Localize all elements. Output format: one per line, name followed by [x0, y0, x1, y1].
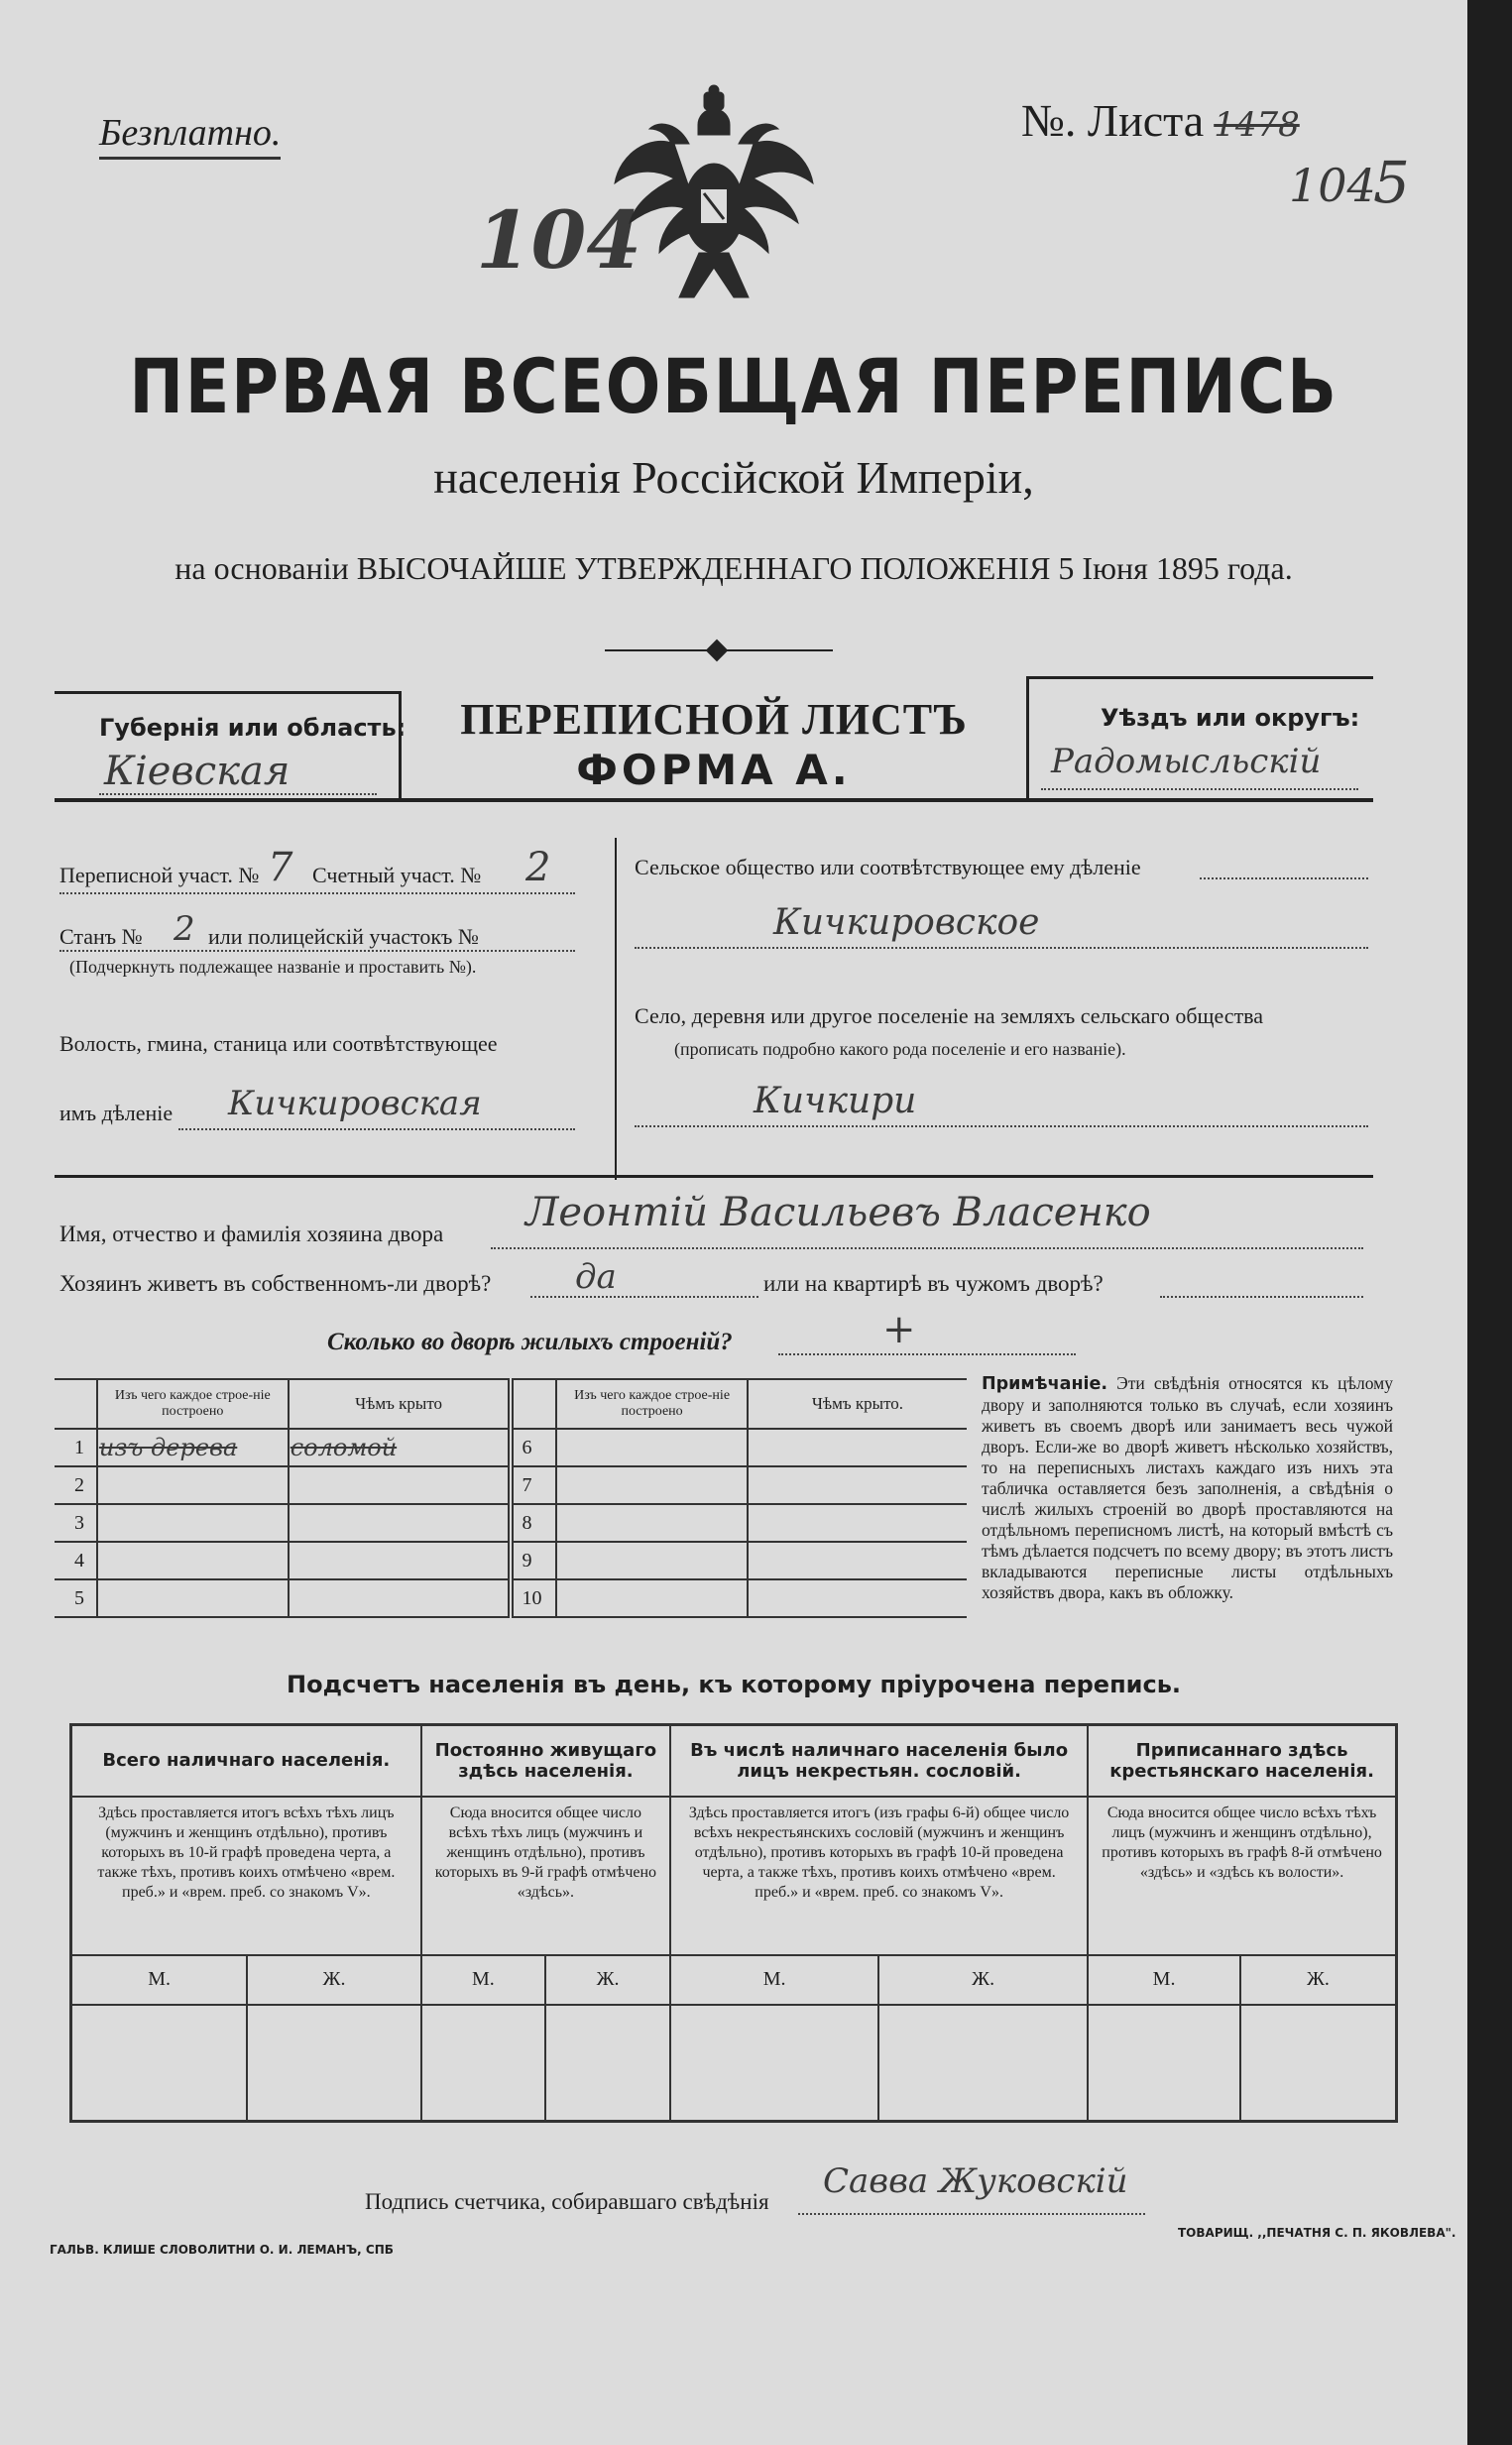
imperial-eagle-icon — [605, 84, 823, 322]
subtitle: населенія Россійской Имперіи, — [433, 452, 1034, 503]
m-label: М. — [1088, 1955, 1240, 2005]
row-roof: соломой — [289, 1429, 512, 1466]
rule — [55, 1175, 1373, 1178]
summary-table — [69, 1723, 1398, 2123]
rule — [615, 838, 617, 1180]
footer-right: ТОВАРИЩ. ,,ПЕЧАТНЯ С. П. ЯКОВЛЕВА". — [1178, 2226, 1456, 2240]
free-label: Безплатно. — [99, 111, 281, 160]
rule — [635, 947, 1368, 949]
village-note: (прописать подробно какого рода поселеніе и его названіе). — [674, 1039, 1126, 1059]
zh-label: Ж. — [1240, 1955, 1397, 2005]
rule — [778, 1353, 1076, 1355]
stan-note: (Подчеркнуть подлежащее названіе и проставить №). — [69, 957, 477, 977]
value-cell — [545, 2005, 670, 2122]
row-roof — [748, 1504, 967, 1542]
summary-title: Подсчетъ населенія въ день, къ которому пріурочена перепись. — [287, 1671, 1181, 1698]
rule — [798, 2213, 1145, 2215]
rule — [1160, 1296, 1363, 1298]
value-cell — [878, 2005, 1088, 2122]
margin-number: 5 — [1373, 149, 1410, 216]
row-number: 4 — [55, 1542, 97, 1579]
row-number: 2 — [55, 1466, 97, 1504]
table-row — [55, 1542, 967, 1579]
gubernia-label: Губернія или область: — [99, 714, 407, 742]
rule — [635, 1125, 1368, 1127]
rule — [491, 1247, 1363, 1249]
gubernia-value: Кіевская — [104, 749, 291, 794]
zh-label: Ж. — [247, 1955, 420, 2005]
row-material — [556, 1542, 748, 1579]
rule — [55, 798, 1373, 802]
volost-label-1: Волость, гмина, станица или соотвѣтствующее — [59, 1031, 498, 1056]
note-block — [982, 1373, 1393, 1603]
table-row — [55, 1429, 967, 1466]
society-label: Сельское общество или соотвѣтствующее ему дѣленіе — [635, 855, 1141, 879]
row-material — [556, 1579, 748, 1617]
table-row — [55, 1504, 967, 1542]
row-roof — [748, 1466, 967, 1504]
row-number: 10 — [511, 1579, 556, 1617]
note-text: Эти свѣдѣнія относятся къ цѣлому двору и заполняются только въ случаѣ, если хозяинъ живетъ въ своемъ дворѣ или занимаетъ весь чужой дворъ. Если-же во дворѣ живетъ нѣсколько хозяйствъ, то на переписныхъ листахъ каждаго изъ нихъ эта табличка оставляется безъ заполненія, а свѣдѣнія о числѣ жилыхъ строеній во дворѣ проставляются на отдѣльномъ переписномъ листѣ, на который вмѣстѣ съ тѣмъ дѣлается подсчетъ по всему двору; въ этотъ листъ вкладываются переписные листы отдѣльныхъ хозяйствъ двора, какъ въ обложку. — [982, 1373, 1394, 1602]
value-cell — [247, 2005, 420, 2122]
summary-mz-row — [71, 1955, 1397, 2005]
census-district-value: 7 — [268, 845, 293, 890]
zh-label: Ж. — [878, 1955, 1088, 2005]
sheet-number-label: №. Листа — [1021, 95, 1205, 146]
row-number: 7 — [511, 1466, 556, 1504]
owner-name-value: Леонтій Васильевъ Власенко — [525, 1190, 1151, 1235]
row-material — [556, 1429, 748, 1466]
rule — [530, 1296, 758, 1298]
summary-desc-permanent: Сюда вносится общее число всѣхъ тѣхъ лицъ (мужчинъ и женщинъ отдѣльно), противъ которыхъ въ 9-й графѣ отмѣчено «здѣсь». — [421, 1797, 670, 1955]
row-material — [97, 1466, 289, 1504]
sheet-number-value: 104 — [1289, 159, 1376, 212]
no-header — [55, 1379, 97, 1429]
row-material — [97, 1504, 289, 1542]
material-header: Изъ чего каждое строе-ніе построено — [97, 1379, 289, 1429]
value-cell — [421, 2005, 545, 2122]
summary-head-peasant: Приписаннаго здѣсь крестьянскаго населенія. — [1088, 1725, 1396, 1797]
row-number: 5 — [55, 1579, 97, 1617]
buildings-value: + — [882, 1307, 916, 1352]
village-label: Село, деревня или другое поселеніе на земляхъ сельскаго общества — [635, 1003, 1264, 1028]
row-number: 3 — [55, 1504, 97, 1542]
roof-header: Чѣмъ крыто — [289, 1379, 512, 1429]
own-yard-value: да — [575, 1257, 617, 1297]
row-material — [97, 1542, 289, 1579]
table-row — [55, 1466, 967, 1504]
rule — [99, 793, 377, 795]
summary-desc-nonpeasant: Здѣсь проставляется итогъ (изъ графы 6-й) общее число всѣхъ некрестьянскихъ сословій (мужчинъ и женщинъ отдѣльно), противъ которыхъ въ графѣ 10-й проведена черта, а также тѣхъ, противъ коихъ отмѣчено «врем. преб.» и «врем. преб. со знакомъ V». — [670, 1797, 1088, 1955]
rule — [178, 1128, 575, 1130]
row-roof — [748, 1429, 967, 1466]
table-row — [55, 1579, 967, 1617]
m-label: М. — [421, 1955, 545, 2005]
value-cell — [1088, 2005, 1240, 2122]
village-value: Кичкири — [754, 1081, 917, 1121]
footer-left: ГАЛЬВ. КЛИШЕ СЛОВОЛИТНИ О. И. ЛЕМАНЪ, СПБ — [50, 2243, 394, 2257]
value-cell — [1240, 2005, 1397, 2122]
form-name: ФОРМА А. — [576, 746, 852, 794]
stan-value: 2 — [174, 909, 195, 949]
row-material — [556, 1466, 748, 1504]
summary-values-row — [71, 2005, 1397, 2122]
no-header-right — [511, 1379, 556, 1429]
roof-header-right: Чѣмъ крыто. — [748, 1379, 967, 1429]
summary-desc-peasant: Сюда вносится общее число всѣхъ тѣхъ лицъ (мужчинъ и женщинъ отдѣльно), противъ которыхъ въ графѣ 8-й отмѣчено «здѣсь» и «здѣсь къ волости». — [1088, 1797, 1396, 1955]
rule — [59, 950, 575, 952]
buildings-label: Сколько во дворѣ жилыхъ строеній? — [327, 1329, 733, 1355]
value-cell — [71, 2005, 248, 2122]
police-label: или полицейскій участокъ № — [208, 924, 479, 949]
row-roof — [289, 1542, 512, 1579]
row-material — [556, 1504, 748, 1542]
main-title: ПЕРВАЯ ВСЕОБЩАЯ ПЕРЕПИСЬ — [129, 342, 1338, 430]
material-header-right: Изъ чего каждое строе-ніе построено — [556, 1379, 748, 1429]
rule — [1026, 676, 1373, 679]
sheet-number-box — [1021, 94, 1300, 147]
count-district-label: Счетный участ. № — [312, 863, 482, 887]
count-district-value: 2 — [525, 845, 551, 890]
value-cell — [670, 2005, 878, 2122]
basis-line: на основаніи ВЫСОЧАЙШЕ УТВЕРЖДЕННАГО ПОЛОЖЕНІЯ 5 Іюня 1895 года. — [174, 550, 1293, 586]
uezd-label: Уѣздъ или округъ: — [1101, 704, 1360, 732]
row-material: изъ дерева — [97, 1429, 289, 1466]
summary-head-total: Всего наличнаго населенія. — [71, 1725, 421, 1797]
row-number: 6 — [511, 1429, 556, 1466]
row-roof — [289, 1504, 512, 1542]
row-number: 1 — [55, 1429, 97, 1466]
sheet-number-corrected: 1478 — [1214, 105, 1300, 145]
volost-value: Кичкировская — [228, 1084, 482, 1123]
volost-label-2: имъ дѣленіе — [59, 1101, 174, 1125]
own-yard-label: Хозяинъ живетъ въ собственномъ-ли дворѣ? — [59, 1271, 492, 1296]
scan-edge — [1467, 0, 1512, 2445]
uezd-value: Радомысльскій — [1051, 742, 1322, 781]
rent-label: или на квартирѣ въ чужомъ дворѣ? — [763, 1271, 1104, 1296]
summary-desc-total: Здѣсь проставляется итогъ всѣхъ тѣхъ лицъ (мужчинъ и женщинъ отдѣльно), противъ которыхъ въ 10-й графѣ проведена черта, а также тѣхъ, противъ коихъ отмѣчено «врем. преб.» и «врем. преб. со знакомъ V». — [71, 1797, 421, 1955]
summary-head-nonpeasant: Въ числѣ наличнаго населенія было лицъ некрестьян. сословій. — [670, 1725, 1088, 1797]
row-material — [97, 1579, 289, 1617]
rule — [59, 892, 575, 894]
stan-label: Станъ № — [59, 924, 143, 949]
signature-value: Савва Жуковскій — [823, 2161, 1128, 2201]
row-roof — [289, 1466, 512, 1504]
note-lead: Примѣчаніе. — [982, 1374, 1108, 1394]
buildings-table — [55, 1378, 967, 1618]
row-number: 9 — [511, 1542, 556, 1579]
form-title: ПЕРЕПИСНОЙ ЛИСТЪ — [460, 695, 968, 744]
rule — [1200, 877, 1368, 879]
rule — [1041, 788, 1358, 790]
row-roof — [748, 1579, 967, 1617]
row-roof — [748, 1542, 967, 1579]
m-label: М. — [670, 1955, 878, 2005]
row-roof — [289, 1579, 512, 1617]
rule — [55, 691, 402, 694]
handwritten-number: 104 — [476, 193, 641, 287]
society-value: Кичкировское — [773, 902, 1040, 943]
m-label: М. — [71, 1955, 248, 2005]
row-number: 8 — [511, 1504, 556, 1542]
census-district-label: Переписной участ. № — [59, 863, 260, 887]
summary-head-permanent: Постоянно живущаго здѣсь населенія. — [421, 1725, 670, 1797]
rule — [1026, 676, 1029, 800]
owner-name-label: Имя, отчество и фамилія хозяина двора — [59, 1222, 444, 1246]
signature-label: Подпись счетчика, собиравшаго свѣдѣнія — [365, 2189, 769, 2214]
divider-diamond — [706, 640, 729, 662]
zh-label: Ж. — [545, 1955, 670, 2005]
